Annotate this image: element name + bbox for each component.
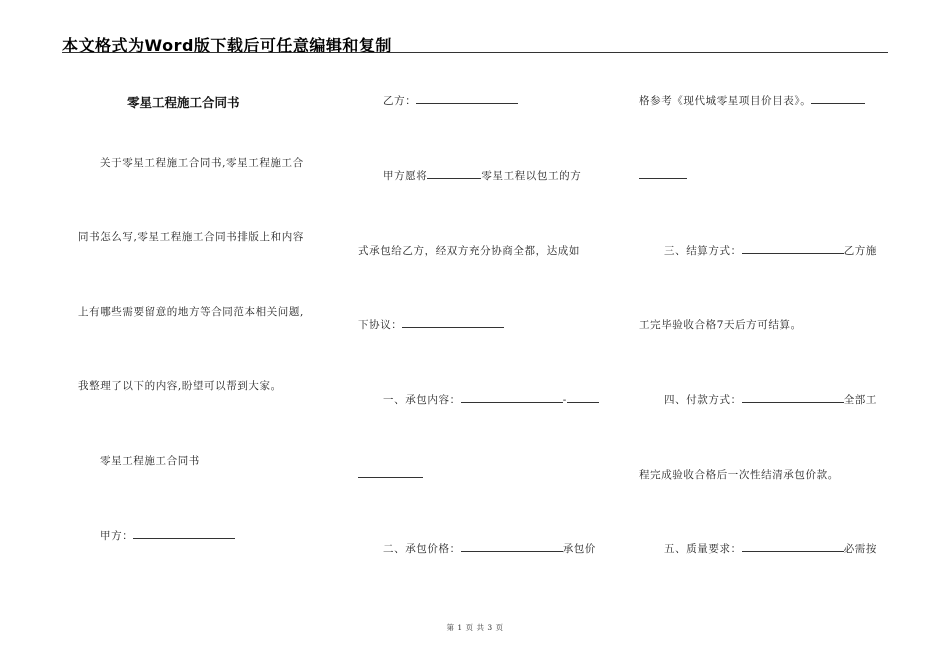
item-3-tail: 乙方施 xyxy=(843,245,878,257)
clause-intro-line-2: 式承包给乙方，经双方充分协商全都，达成如 xyxy=(358,245,580,257)
item-3-continuation: 工完毕验收合格7天后方可结算。 xyxy=(639,319,802,331)
item-2-line xyxy=(383,541,596,556)
document-title: 零星工程施工合同书 xyxy=(127,95,240,110)
item-2-blank xyxy=(461,541,563,552)
item-1-blank-a xyxy=(461,392,563,403)
item-1-dash: - xyxy=(562,394,567,406)
intro-line-3: 上有哪些需要留意的地方等合同范本相关问题, xyxy=(78,306,304,318)
item-5-line xyxy=(664,541,877,556)
item-2-tail: 承包价 xyxy=(562,543,597,555)
item-1-continuation-blank xyxy=(358,467,423,478)
agreement-label: 下协议： xyxy=(358,319,403,331)
price-reference-blank xyxy=(811,93,865,104)
contract-subtitle: 零星工程施工合同书 xyxy=(100,455,200,467)
item-2-label: 二、承包价格： xyxy=(383,543,461,555)
intro-line-4: 我整理了以下的内容,盼望可以帮到大家。 xyxy=(78,380,282,392)
page-header-title: 本文格式为Word版下载后可任意编辑和复制 xyxy=(62,36,392,55)
item-3-line xyxy=(664,243,877,258)
clause-intro-line-1 xyxy=(383,168,581,183)
party-b-label: 乙方： xyxy=(383,95,417,107)
price-reference-continuation-blank xyxy=(639,168,687,179)
item-4-label: 四、付款方式： xyxy=(664,394,742,406)
item-1-line xyxy=(383,392,599,407)
item-4-tail: 全部工 xyxy=(843,394,878,406)
item-4-continuation: 程完成验收合格后一次性结清承包价款。 xyxy=(639,469,839,481)
clause-intro-a: 甲方愿将 xyxy=(383,170,428,182)
intro-line-2: 同书怎么写,零星工程施工合同书排版上和内容 xyxy=(78,231,304,243)
agreement-blank xyxy=(402,317,504,328)
clause-intro-line-3 xyxy=(358,317,504,332)
price-reference-line xyxy=(639,93,865,108)
item-5-label: 五、质量要求： xyxy=(664,543,742,555)
item-3-label: 三、结算方式： xyxy=(664,245,742,257)
item-4-blank xyxy=(742,392,844,403)
item-5-tail: 必需按 xyxy=(843,543,878,555)
item-5-blank xyxy=(742,541,844,552)
price-reference-text: 格参考《现代城零星项目价目表》。 xyxy=(639,95,812,107)
party-b-blank xyxy=(416,93,518,104)
party-a-label: 甲方： xyxy=(100,530,134,542)
clause-intro-b: 零星工程以包工的方 xyxy=(481,170,582,182)
item-3-blank xyxy=(742,243,844,254)
page-number: 第 1 页 共 3 页 xyxy=(446,623,504,632)
party-b-line xyxy=(383,93,518,108)
party-a-line xyxy=(100,528,235,543)
header-divider xyxy=(62,52,888,53)
project-blank xyxy=(427,168,481,179)
party-a-blank xyxy=(133,528,235,539)
item-4-line xyxy=(664,392,877,407)
item-1-label: 一、承包内容： xyxy=(383,394,461,406)
intro-line-1: 关于零星工程施工合同书,零星工程施工合 xyxy=(100,157,304,169)
item-1-blank-b xyxy=(567,392,599,403)
